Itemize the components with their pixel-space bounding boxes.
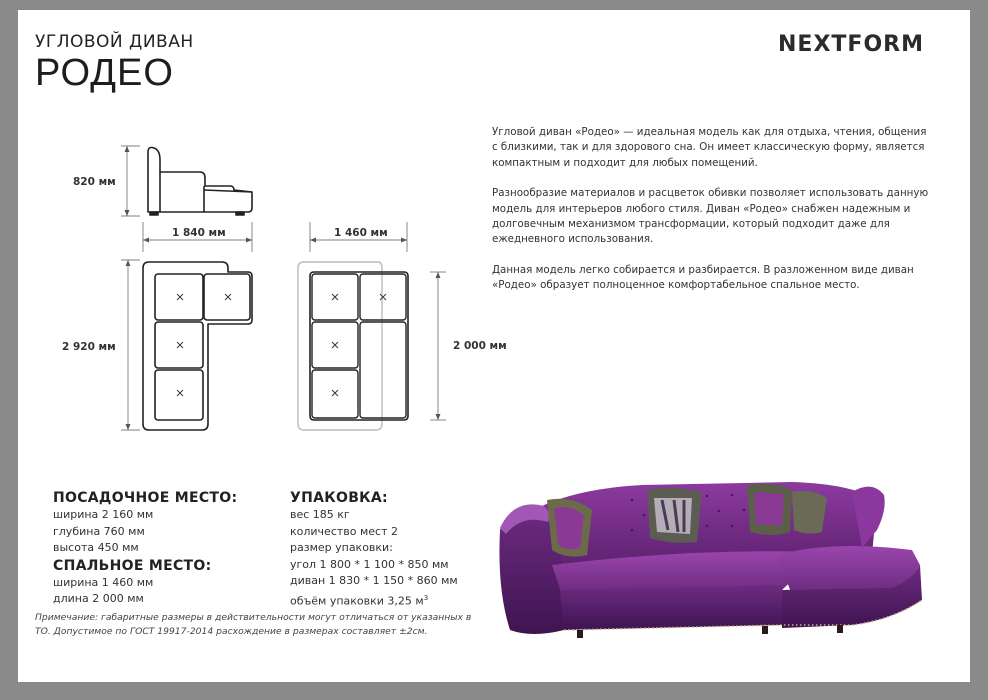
packaging-sofa-size: диван 1 830 * 1 150 * 860 мм: [290, 574, 458, 587]
packaging-weight: вес 185 кг: [290, 508, 350, 521]
sleeping-heading: СПАЛЬНОЕ МЕСТО:: [53, 557, 212, 574]
sleeping-length: длина 2 000 мм: [53, 592, 144, 605]
brand-logo: NEXTFORM: [778, 32, 924, 57]
sleeping-view-drawing: [298, 262, 408, 430]
sleeping-width: ширина 1 460 мм: [53, 575, 154, 589]
height-dimension-label: 820 мм: [73, 176, 116, 188]
seating-specs: [53, 489, 237, 608]
description-paragraph-3: Данная модель легко собирается и разбирается. В разложенном виде диван «Родео» образует полноценное комфортабельное спальное место.: [492, 263, 914, 292]
footnote: Примечание: габаритные размеры в действительности могут отличаться от указанных в ТО. Допустимое по ГОСТ 19917-2014 расхождение в размерах составляет ±2см.: [35, 612, 472, 637]
description-paragraph-1: Угловой диван «Родео» — идеальная модель как для отдыха, чтения, общения с близкими, так и для здорового сна. Он имеет классическую форму, является компактным и подходит для любых помещений.: [492, 126, 927, 169]
seating-heading: ПОСАДОЧНОЕ МЕСТО:: [53, 490, 238, 506]
packaging-corner-size: угол 1 800 * 1 100 * 850 мм: [290, 557, 449, 571]
top-view-drawing: [143, 262, 252, 430]
side-view-drawing: [148, 148, 252, 216]
description-paragraph-2: Разнообразие материалов и расцветок обивки позволяет использовать данную модель для интерьеров любого стиля. Диван «Родео» снабжен надежным и долговечным механизмом трансформации, который подходит даже для ежедневного использования.: [492, 187, 929, 246]
seating-depth: глубина 760 мм: [53, 524, 145, 538]
sleep-width-dimension-label: 1 460 мм: [334, 227, 388, 239]
width-dimension-label: 1 840 мм: [172, 227, 226, 239]
product-title: РОДЕО: [35, 52, 174, 94]
packaging-size-label: размер упаковки:: [290, 541, 393, 554]
packaging-places: количество мест 2: [290, 524, 399, 538]
packaging-volume: объём упаковки 3,25 $м^3$: [290, 593, 429, 608]
seating-height: высота 450 мм: [53, 541, 139, 554]
seating-width: ширина 2 160 мм: [53, 508, 154, 521]
sofa-photo: [492, 470, 932, 655]
length-dimension-label: 2 920 мм: [62, 341, 116, 353]
product-type: УГЛОВОЙ ДИВАН: [35, 32, 194, 52]
sleep-length-dimension-label: 2 000 мм: [453, 340, 507, 352]
packaging-heading: УПАКОВКА:: [290, 490, 388, 506]
packaging-specs: [290, 489, 458, 610]
